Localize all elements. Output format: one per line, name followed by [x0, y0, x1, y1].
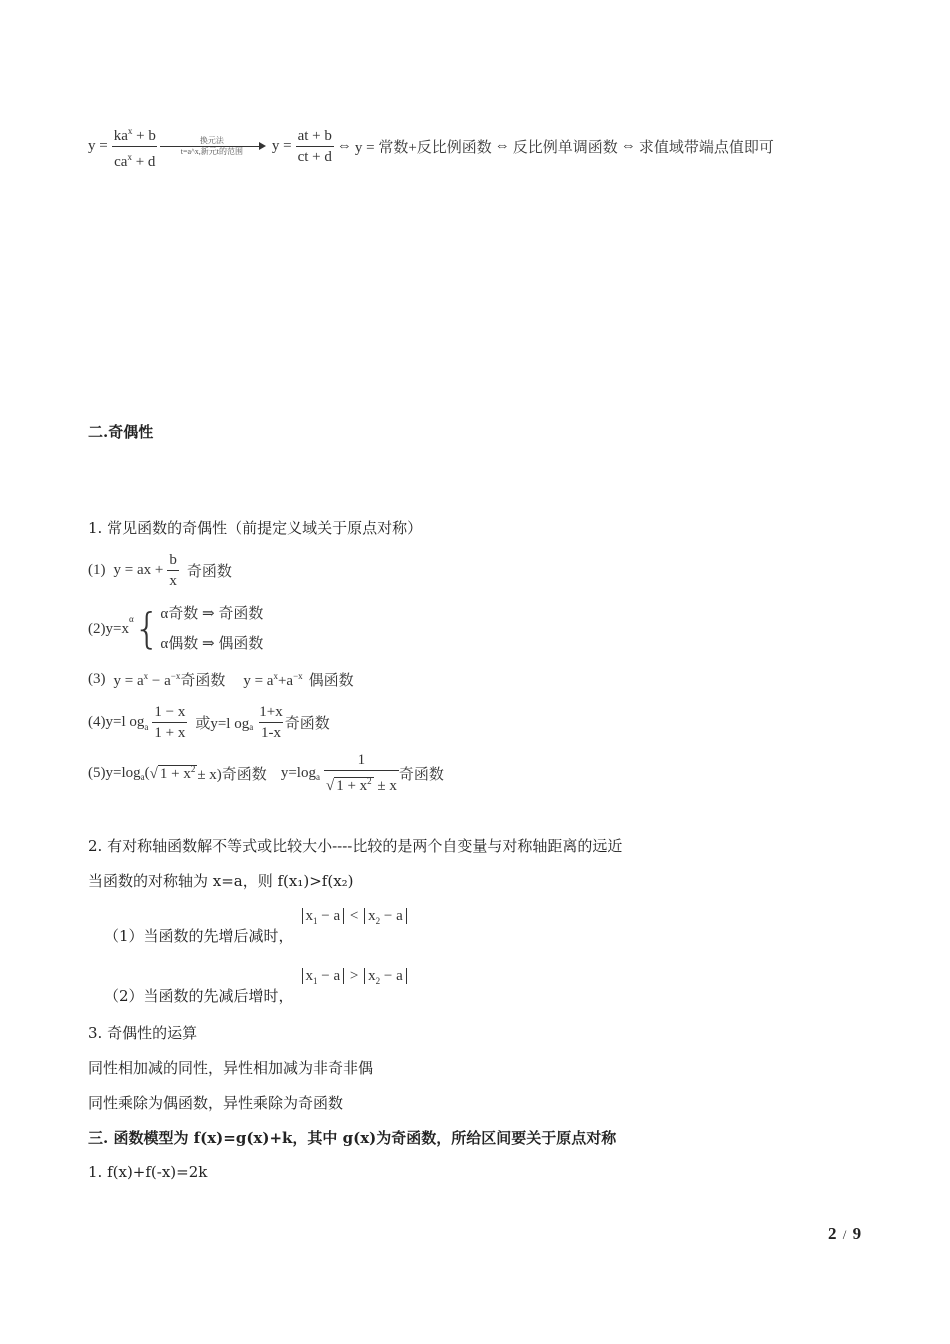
page-current: 2 — [828, 1224, 837, 1243]
page-total: 9 — [852, 1224, 862, 1243]
formula-text-3: 求值域带端点值即可 — [638, 139, 774, 156]
section-heading-parity: 二.奇偶性 — [88, 423, 154, 441]
sqrt-icon: √ $1 + x^2$ — [149, 763, 196, 782]
fraction-ka-ca: $\frac{ka^x + b}{ca^x + d}$ — [113, 125, 156, 170]
iff-symbol: ⇔ — [336, 137, 352, 154]
formula-text-1: y = 常数+反比例函数 — [354, 139, 492, 156]
fraction-at-ct: $\frac{at + b}{ct + d}$ — [297, 127, 332, 165]
formula-1: (1) y = ax + $\frac{b}{x}$ 奇函数 — [88, 551, 232, 589]
item2-title: 2. 有对称轴函数解不等式或比较大小----比较的是两个自变量与对称轴距离的远近 — [88, 837, 623, 855]
section-heading-model: 三. 函数模型为 f(x)=g(x)+k，其中 g(x)为奇函数，所给区间要关于原点对称 — [88, 1129, 617, 1147]
item1-title: 1. 常见函数的奇偶性（前提定义域关于原点对称） — [88, 519, 423, 537]
y-equals-2: y = — [271, 137, 292, 154]
y-equals: y = — [88, 137, 108, 154]
iff-symbol: ⇔ — [494, 137, 510, 154]
formula-text-2: 反比例单调函数 — [512, 139, 618, 156]
item2-case2: （2）当函数的先减后增时， $x_1 - a > x_2 - a$ — [104, 966, 407, 1006]
formula-5: (5)y=log $_a$ ( √ $1 + x^2$ ± x)奇函数 y=log $_a$ $\frac{1}{√ 1 + x^2 \pm x}$ 奇函数 — [88, 752, 444, 794]
item2-case1: （1）当函数的先增后减时， $x_1 - a < x_2 - a$ — [104, 906, 407, 946]
section3-item1: 1. f(x)+f(-x)=2k — [88, 1163, 208, 1181]
case-odd: α奇数 ⇒ 奇函数 — [160, 606, 264, 622]
top-formula — [88, 124, 774, 168]
iff-symbol: ⇔ — [620, 137, 636, 154]
formula-2: (2)y=x $^\alpha$ { α奇数 ⇒ 奇函数 α偶数 ⇒ 偶函数 — [88, 600, 263, 658]
formula-4: (4)y=l og $_a$ $\frac{1 - x}{1 + x}$ 或y=l og $_a$ $\frac{1+x}{1-x}$ 奇函数 — [88, 703, 330, 741]
page-number — [828, 1224, 861, 1244]
case-even: α偶数 ⇒ 偶函数 — [160, 636, 264, 652]
page-separator: / — [842, 1227, 847, 1242]
left-brace-icon: { — [133, 604, 161, 653]
item3-line1: 同性相加减的同性，异性相加减为非奇非偶 — [88, 1059, 374, 1077]
formula-3: (3) $y = a^x - a^{-x}$奇函数 $y = a^x+a^{-x}$ 偶函数 — [88, 670, 354, 689]
item2-axis-line: 当函数的对称轴为 x=a，则 f(x₁)>f(x₂) — [88, 872, 354, 890]
item3-title: 3. 奇偶性的运算 — [88, 1024, 198, 1042]
item3-line2: 同性乘除为偶函数，异性乘除为奇函数 — [88, 1094, 344, 1112]
substitution-arrow: 换元法 t=a^x,新元t的范围 — [160, 136, 264, 157]
